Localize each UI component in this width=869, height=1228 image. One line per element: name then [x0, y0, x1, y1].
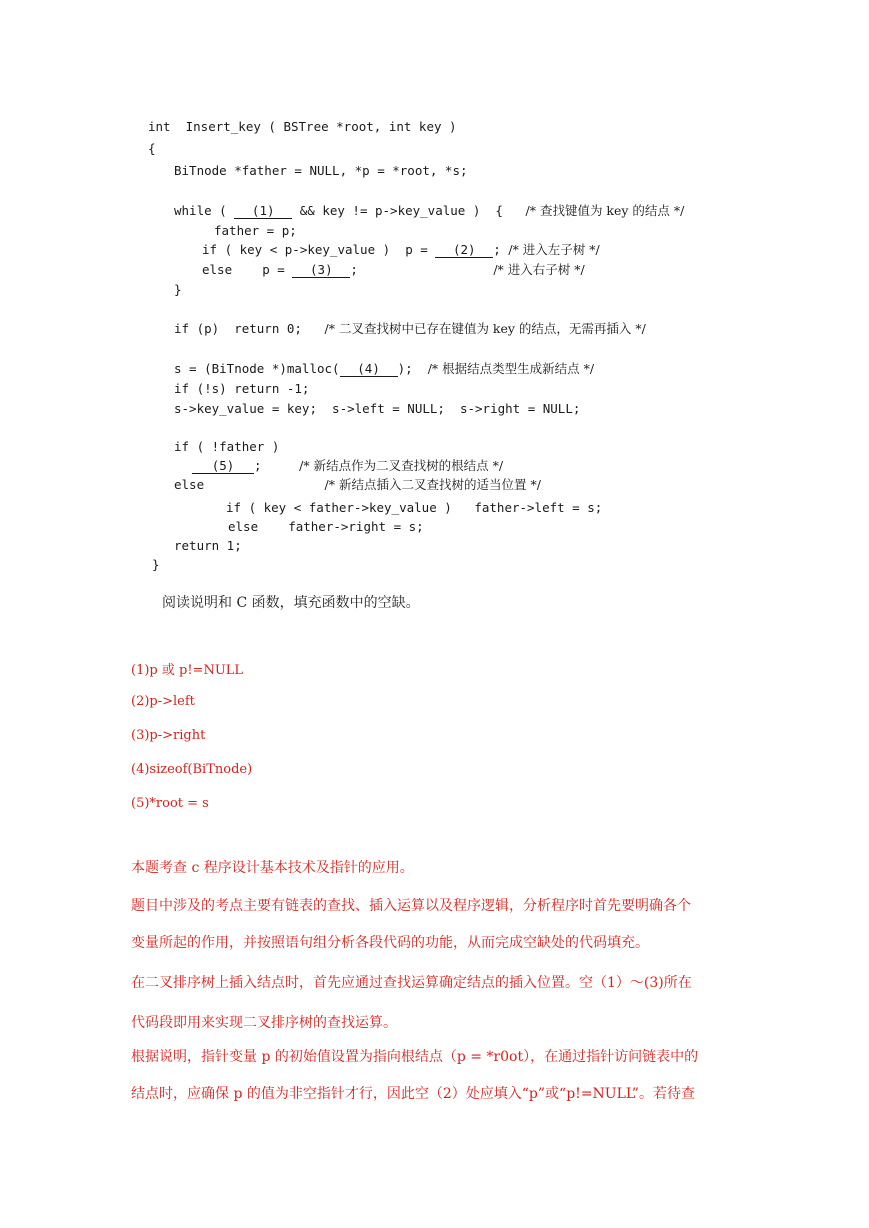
- code-line-close-while: }: [174, 282, 182, 297]
- code-line-if-key-father: if ( key < father->key_value ) father->left = s;: [226, 500, 603, 515]
- code-comment: /* 查找键值为 key 的结点 */: [525, 203, 685, 218]
- blank-3: (3): [292, 262, 350, 278]
- code-text: ;: [254, 458, 262, 473]
- code-line-init: s->key_value = key; s->left = NULL; s->right = NULL;: [174, 401, 581, 416]
- blank-4: (4): [340, 361, 398, 377]
- code-line-return: return 1;: [174, 538, 242, 553]
- code-comment: /* 新结点插入二叉查找树的适当位置 */: [324, 477, 541, 492]
- answer-1: (1)p 或 p!=NULL: [131, 663, 244, 678]
- analysis-line-4: 在二叉排序树上插入结点时，首先应通过查找运算确定结点的插入位置。空（1）～(3)所在: [131, 975, 692, 991]
- blank-5: (5): [192, 458, 254, 474]
- answer-4: (4)sizeof(BiTnode): [131, 762, 253, 777]
- code-line-if-s: if (!s) return -1;: [174, 381, 310, 396]
- code-comment: /* 进入右子树 */: [493, 262, 585, 277]
- code-text: if (p) return 0;: [174, 321, 302, 336]
- answer-3: (3)p->right: [131, 728, 206, 743]
- analysis-line-3: 变量所起的作用，并按照语句组分析各段代码的功能，从而完成空缺处的代码填充。: [131, 935, 649, 951]
- analysis-line-1: 本题考查 c 程序设计基本技术及指针的应用。: [131, 860, 414, 876]
- answer-5: (5)*root = s: [131, 796, 209, 811]
- code-line-malloc: [174, 360, 594, 378]
- code-line-else-right: [202, 261, 585, 279]
- code-text: else p =: [202, 262, 293, 277]
- code-text: s = (BiTnode *)malloc(: [174, 361, 340, 376]
- code-line-if-father: if ( !father ): [174, 439, 280, 454]
- code-line-close: }: [152, 557, 160, 572]
- analysis-line-5: 代码段即用来实现二叉排序树的查找运算。: [131, 1015, 397, 1031]
- blank-2: (2): [435, 242, 493, 258]
- blank-1: (1): [234, 203, 292, 219]
- code-text: ;: [350, 262, 358, 277]
- code-line-2: {: [148, 141, 156, 156]
- code-line-root-assign: [192, 457, 503, 475]
- code-text: if ( key < p->key_value ) p =: [202, 242, 436, 257]
- analysis-line-7: 结点时，应确保 p 的值为非空指针才行，因此空（2）处应填入“p”或“p!=NULL”。若待查: [131, 1086, 695, 1102]
- analysis-line-2: 题目中涉及的考点主要有链表的查找、插入运算以及程序逻辑，分析程序时首先要明确各个: [131, 898, 691, 914]
- code-line-if-left: [202, 241, 600, 259]
- code-line-else-father: else father->right = s;: [228, 519, 424, 534]
- code-text: ;: [493, 242, 509, 257]
- code-line-3: BiTnode *father = NULL, *p = *root, *s;: [174, 163, 468, 178]
- code-text: else: [174, 477, 205, 492]
- code-line-else: [174, 476, 541, 494]
- code-line-1: int Insert_key ( BSTree *root, int key ): [148, 119, 457, 134]
- code-text: );: [397, 361, 413, 376]
- question-prompt: 阅读说明和 C 函数，填充函数中的空缺。: [162, 595, 420, 611]
- code-line-while: [174, 202, 684, 220]
- code-comment: /* 根据结点类型生成新结点 */: [427, 361, 595, 376]
- code-line-if-p: [174, 320, 646, 338]
- code-text: while (: [174, 203, 235, 218]
- code-line-father: father = p;: [214, 223, 297, 238]
- code-comment: /* 二叉查找树中已存在键值为 key 的结点，无需再插入 */: [324, 321, 646, 336]
- answer-2: (2)p->left: [131, 694, 195, 709]
- analysis-line-6: 根据说明，指针变量 p 的初始值设置为指向根结点（p = *r0ot），在通过指针访问链表中的: [131, 1049, 699, 1065]
- code-comment: /* 新结点作为二叉查找树的根结点 */: [299, 458, 504, 473]
- code-text: && key != p->key_value ) {: [292, 203, 503, 218]
- code-comment: /* 进入左子树 */: [508, 242, 600, 257]
